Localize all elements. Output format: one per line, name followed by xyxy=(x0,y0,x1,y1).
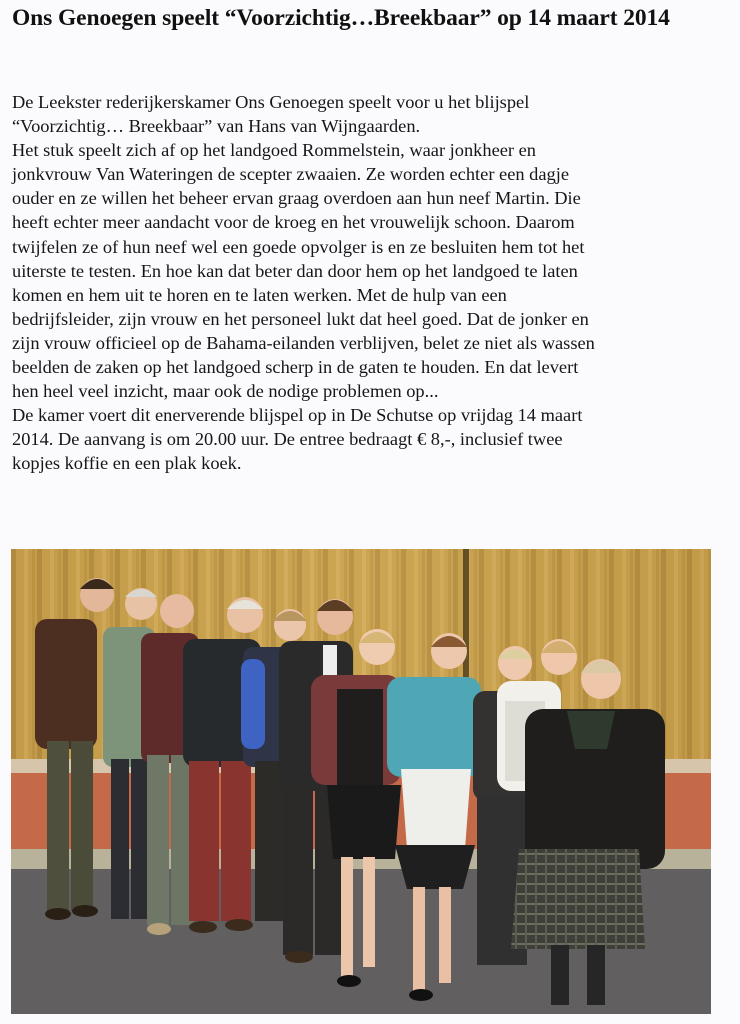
body-line: hen heel veel inzicht, maar ook de nodige problemen op... xyxy=(12,381,439,402)
article-headline: Ons Genoegen speelt “Voorzichtig…Breekbaar” op 14 maart 2014 xyxy=(12,5,670,31)
body-line: kopjes koffie en een plak koek. xyxy=(12,453,242,474)
body-line: De Leekster rederijkerskamer Ons Genoegen speelt voor u het blijspel xyxy=(12,92,530,112)
body-line: uiterste te testen. En hoe kan dat beter dan door hem op het landgoed te laten xyxy=(12,260,578,281)
body-line: ouder en ze willen het beheer ervan graag overdoen aan hun neef Martin. Die xyxy=(12,188,581,209)
body-line: “Voorzichtig… Breekbaar” van Hans van Wijngaarden. xyxy=(12,116,421,137)
body-line: 2014. De aanvang is om 20.00 uur. De entree bedraagt € 8,-, inclusief twee xyxy=(12,429,563,450)
body-line: jonkvrouw Van Wateringen de scepter zwaaien. Ze worden echter een dagje xyxy=(12,164,569,185)
body-line: Het stuk speelt zich af op het landgoed Rommelstein, waar jonkheer en xyxy=(12,140,536,161)
body-line: beelden de zaken op het landgoed scherp in de gaten te houden. En dat levert xyxy=(12,357,579,378)
body-line: De kamer voert dit enerverende blijspel op in De Schutse op vrijdag 14 maart xyxy=(12,405,583,426)
body-line: twijfelen ze of hun neef wel een goede opvolger is en ze besluiten hem tot het xyxy=(12,236,585,257)
body-line: heeft echter meer aandacht voor de kroeg en het vrouwelijk schoon. Daarom xyxy=(12,212,575,233)
article-body xyxy=(12,90,740,476)
body-line: bedrijfsleider, zijn vrouw en het personeel lukt dat heel goed. Dat de jonker en xyxy=(12,308,589,329)
body-line: komen en hem uit te horen en te laten werken. Met de hulp van een xyxy=(12,284,507,305)
body-line: zijn vrouw officieel op de Bahama-eilanden verblijven, belet ze niet als wassen xyxy=(12,332,595,353)
group-photo-illustration xyxy=(11,549,711,1014)
group-photo xyxy=(11,549,711,1014)
